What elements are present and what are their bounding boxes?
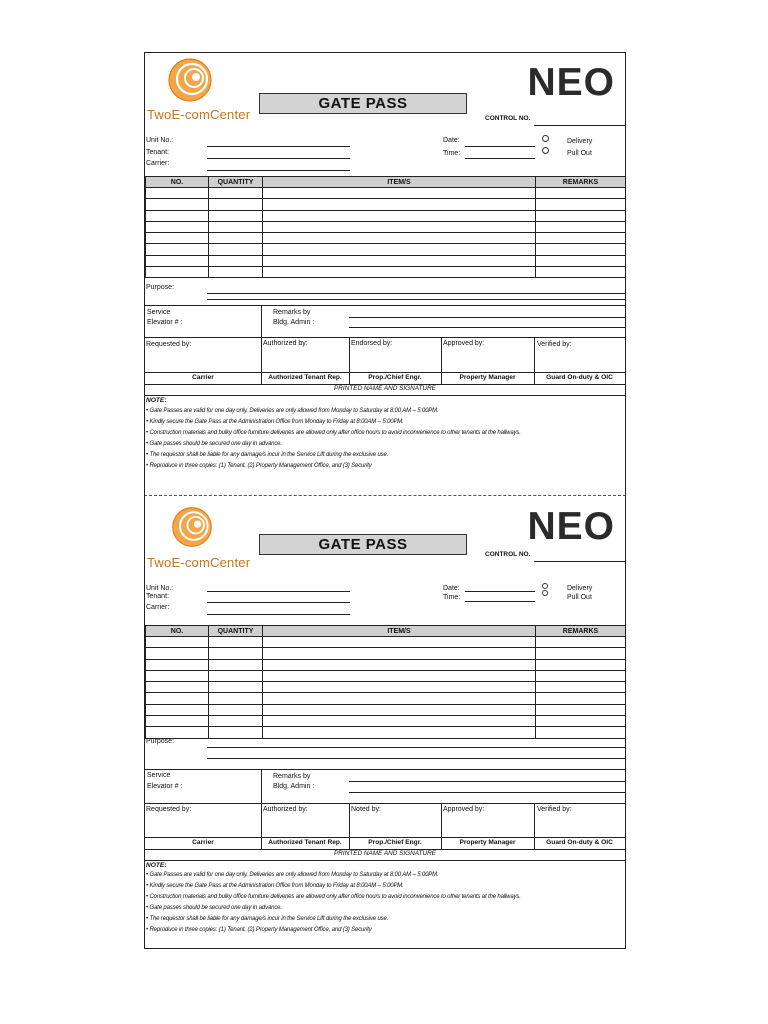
purpose-field[interactable]: [207, 747, 625, 748]
col-header-no: NO.: [146, 626, 209, 637]
remarks-field[interactable]: [349, 317, 625, 318]
col-header-remarks: REMARKS: [536, 177, 626, 188]
pull-out-label: Pull Out: [567, 594, 592, 601]
date-label: Date:: [443, 137, 460, 144]
carrier-label: Carrier:: [146, 160, 170, 167]
divider: [145, 337, 625, 338]
col-header-items: ITEM/S: [263, 177, 536, 188]
purpose-field[interactable]: [207, 293, 625, 294]
carrier-label: Carrier:: [146, 604, 170, 611]
divider: [261, 769, 262, 803]
purpose-label: Purpose:: [146, 284, 175, 291]
note-item: • Gate passes should be secured one day in advance.: [146, 441, 282, 447]
table-row[interactable]: [146, 704, 626, 715]
time-field[interactable]: [465, 158, 535, 159]
divider: [145, 837, 625, 838]
carrier-caption: Carrier: [192, 374, 214, 381]
purpose-field-line-2[interactable]: [207, 758, 625, 759]
remarks-by-label: Remarks by: [273, 309, 311, 316]
delivery-label: Delivery: [567, 585, 593, 592]
date-field[interactable]: [465, 591, 535, 592]
unit-no-label: Unit No.:: [146, 585, 174, 592]
purpose-label: Purpose:: [146, 738, 175, 745]
twoe-logo-icon: [165, 57, 215, 103]
chief-engr-caption: Prop./Chief Engr.: [368, 839, 422, 846]
control-no-label: CONTROL NO.: [485, 551, 531, 558]
note-item: • Gate Passes are valid for one day only. Deliveries are only allowed from Monday to Saturday at 8:00 AM – 5:00PM.: [146, 872, 439, 878]
control-no-field[interactable]: [534, 125, 626, 126]
time-field[interactable]: [465, 601, 535, 602]
remarks-by-label-2: Bldg. Admin :: [273, 783, 315, 790]
table-row[interactable]: [146, 637, 626, 648]
control-no-label: CONTROL NO.: [485, 115, 531, 122]
divider: [261, 305, 262, 337]
divider: [145, 305, 625, 306]
tenant-rep-caption: Authorized Tenant Rep.: [268, 374, 342, 381]
col-header-items: ITEM/S: [263, 626, 536, 637]
divider: [145, 372, 625, 373]
tenant-label: Tenant:: [146, 149, 169, 156]
table-row[interactable]: [146, 244, 626, 255]
items-table: [145, 176, 626, 278]
gate-pass-copy-2: [144, 497, 626, 949]
note-item: • Gate Passes are valid for one day only. Deliveries are only allowed from Monday to Saturday at 8:00 AM – 5:00PM.: [146, 408, 439, 414]
table-row[interactable]: [146, 682, 626, 693]
guard-caption: Guard On-duty & OIC: [546, 374, 613, 381]
remarks-by-label: Remarks by: [273, 773, 311, 780]
table-row[interactable]: [146, 659, 626, 670]
service-elevator-label-2: Elevator # :: [147, 783, 183, 790]
date-label: Date:: [443, 585, 460, 592]
table-row[interactable]: [146, 716, 626, 727]
divider: [145, 395, 625, 396]
twoe-logo-icon: [169, 505, 215, 549]
unit-no-label: Unit No.:: [146, 137, 174, 144]
gate-pass-copy-1: [144, 52, 626, 497]
control-no-field[interactable]: [534, 561, 626, 562]
note-item: • Reproduce in three copies: (1) Tenant, (2) Property Management Office, and (3) Security: [146, 463, 372, 469]
col-header-quantity: QUANTITY: [209, 626, 263, 637]
authorized-by-label: Authorized by:: [263, 806, 308, 813]
chief-engr-caption: Prop./Chief Engr.: [368, 374, 422, 381]
approved-by-label: Approved by:: [443, 340, 485, 347]
table-row[interactable]: [146, 693, 626, 704]
tenant-rep-caption: Authorized Tenant Rep.: [268, 839, 342, 846]
printed-name-caption: PRINTED NAME AND SIGNATURE: [334, 385, 436, 392]
note-item: • Reproduce in three copies: (1) Tenant, (2) Property Management Office, and (3) Security: [146, 927, 372, 933]
remarks-field-line-2[interactable]: [349, 327, 625, 328]
delivery-radio[interactable]: [542, 135, 549, 142]
tenant-label: Tenant:: [146, 593, 169, 600]
note-item: • Kindly secure the Gate Pass at the Administration Office from Monday to Friday at 8:00AM – 5:00PM.: [146, 419, 404, 425]
printed-name-caption: PRINTED NAME AND SIGNATURE: [334, 850, 436, 857]
note-item: • The requestor shall be liable for any damage/s incur in the Service Lift during the exclusive use.: [146, 452, 389, 458]
carrier-field[interactable]: [207, 170, 350, 171]
time-label: Time:: [443, 594, 461, 601]
note-item: • Gate passes should be secured one day in advance.: [146, 905, 282, 911]
form-title: GATE PASS: [259, 534, 467, 555]
table-row[interactable]: [146, 255, 626, 266]
remarks-field-line-2[interactable]: [349, 792, 625, 793]
authorized-by-label: Authorized by:: [263, 340, 308, 347]
note-item: • Construction materials and bulky office furniture deliveries are allowed only after office hours to avoid inconvenience to other tenants at the hallways.: [146, 894, 521, 900]
date-field[interactable]: [465, 146, 535, 147]
tenant-field[interactable]: [207, 602, 350, 603]
verified-by-label: Verified by:: [537, 806, 572, 813]
form-title: GATE PASS: [259, 93, 467, 114]
note-item: • The requestor shall be liable for any damage/s incur in the Service Lift during the exclusive use.: [146, 916, 389, 922]
pull-out-label: Pull Out: [567, 150, 592, 157]
table-row[interactable]: [146, 199, 626, 210]
service-elevator-label-2: Elevator # :: [147, 319, 183, 326]
carrier-field[interactable]: [207, 614, 350, 615]
table-row[interactable]: [146, 188, 626, 199]
divider: [145, 769, 625, 770]
divider: [145, 860, 625, 861]
col-header-no: NO.: [146, 177, 209, 188]
table-row[interactable]: [146, 648, 626, 659]
delivery-radio[interactable]: [542, 583, 548, 589]
delivery-label: Delivery: [567, 138, 593, 145]
requested-by-label: Requested by:: [146, 341, 192, 348]
note-title: NOTE:: [146, 862, 167, 869]
carrier-caption: Carrier: [192, 839, 214, 846]
remarks-by-label-2: Bldg. Admin :: [273, 319, 315, 326]
tenant-field[interactable]: [207, 158, 350, 159]
requested-by-label: Requested by:: [146, 806, 192, 813]
col-header-remarks: REMARKS: [536, 626, 626, 637]
note-title: NOTE:: [146, 397, 167, 404]
table-row[interactable]: [146, 210, 626, 221]
endorsed-by-label: Endorsed by:: [351, 340, 393, 347]
service-elevator-label: Service: [147, 772, 171, 779]
neo-logo: NEO: [527, 61, 615, 104]
property-manager-caption: Property Manager: [459, 839, 516, 846]
pull-out-radio[interactable]: [542, 590, 548, 596]
property-manager-caption: Property Manager: [459, 374, 516, 381]
approved-by-label: Approved by:: [443, 806, 485, 813]
guard-caption: Guard On-duty & OIC: [546, 839, 613, 846]
table-row[interactable]: [146, 727, 626, 738]
neo-logo: NEO: [527, 505, 615, 548]
note-item: • Construction materials and bulky office furniture deliveries are allowed only after office hours to avoid inconvenience to other tenants at the hallways.: [146, 430, 521, 436]
brand-name: TwoE-comCenter: [147, 555, 251, 570]
remarks-field[interactable]: [349, 781, 625, 782]
service-elevator-label: Service: [147, 309, 171, 316]
divider: [145, 803, 625, 804]
pull-out-radio[interactable]: [542, 147, 549, 154]
col-header-quantity: QUANTITY: [209, 177, 263, 188]
table-row[interactable]: [146, 670, 626, 681]
table-row[interactable]: [146, 233, 626, 244]
noted-by-label: Noted by:: [351, 806, 381, 813]
note-item: • Kindly secure the Gate Pass at the Administration Office from Monday to Friday at 8:00AM – 5:00PM.: [146, 883, 404, 889]
items-table: [145, 625, 626, 739]
unit-no-field[interactable]: [207, 146, 350, 147]
verified-by-label: Verified by:: [537, 341, 572, 348]
table-row[interactable]: [146, 267, 626, 278]
unit-no-field[interactable]: [207, 591, 350, 592]
time-label: Time:: [443, 150, 461, 157]
table-row[interactable]: [146, 221, 626, 232]
brand-name: TwoE-comCenter: [147, 107, 251, 122]
purpose-field-line-2[interactable]: [207, 299, 625, 300]
